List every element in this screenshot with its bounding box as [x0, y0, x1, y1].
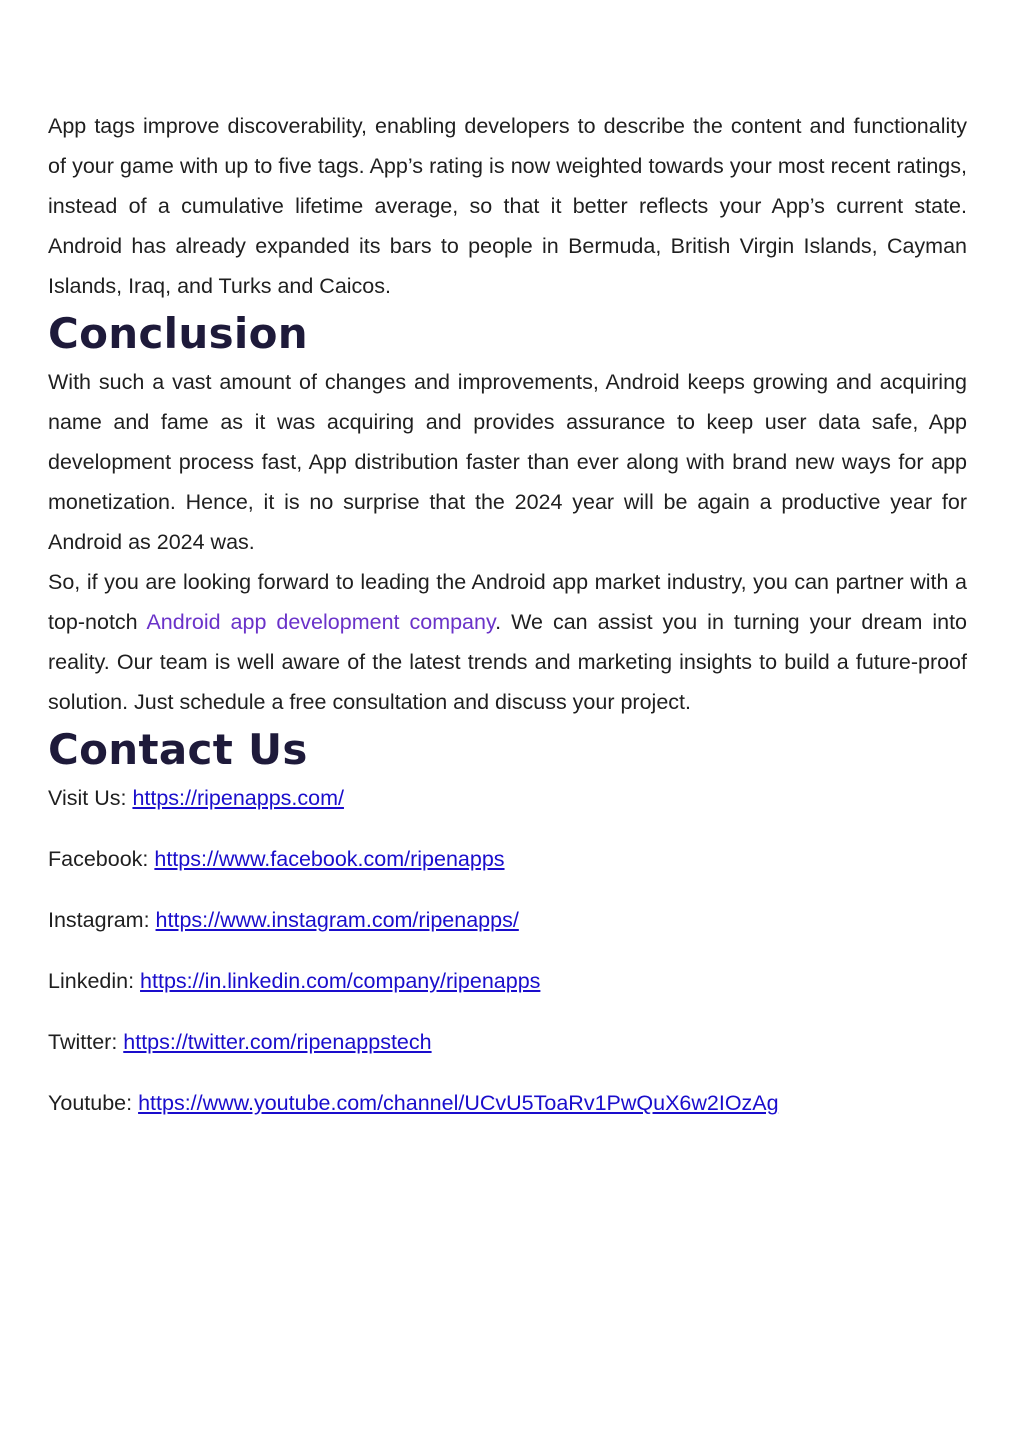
contact-linkedin — [48, 961, 967, 1001]
contact-label: Youtube: — [48, 1091, 139, 1115]
conclusion-paragraph-2-start: So, if you are looking forward to leading the Android app market industry, you can partner with a top-notch — [48, 570, 967, 634]
contact-label: Facebook: — [48, 847, 155, 871]
conclusion-heading: Conclusion — [48, 309, 308, 358]
youtube-link[interactable]: https://www.youtube.com/channel/UCvU5ToaRv1PwQuX6w2IOzAg — [138, 1091, 779, 1115]
document-page — [48, 106, 967, 1144]
linkedin-link[interactable]: https://in.linkedin.com/company/ripenapps — [140, 969, 541, 993]
contact-youtube — [48, 1083, 967, 1123]
contact-twitter — [48, 1022, 967, 1062]
website-link[interactable]: https://ripenapps.com/ — [132, 786, 344, 810]
conclusion-paragraph-2-end: . We can assist you in turning your dream into reality. Our team is well aware of the latest trends and marketing insights to build a future-proof solution. Just schedule a free consultation and discuss your project. — [48, 610, 968, 714]
contact-us-heading: Contact Us — [48, 725, 308, 774]
instagram-link[interactable]: https://www.instagram.com/ripenapps/ — [155, 908, 519, 932]
contact-visit-us — [48, 778, 967, 818]
contact-instagram — [48, 900, 967, 940]
contact-label: Twitter: — [48, 1030, 124, 1054]
contact-list — [48, 778, 967, 1123]
twitter-link[interactable]: https://twitter.com/ripenappstech — [123, 1030, 432, 1054]
facebook-link[interactable]: https://www.facebook.com/ripenapps — [154, 847, 505, 871]
contact-label: Linkedin: — [48, 969, 141, 993]
conclusion-paragraph-2 — [48, 562, 967, 722]
conclusion-paragraph-1: With such a vast amount of changes and improvements, Android keeps growing and acquiring name and fame as it was acquiring and provides assurance to keep user data safe, App development process fast, App distribution faster than ever along with brand new ways for app monetization. Hence, it is no surprise that the 2024 year will be again a productive year for Android as 2024 was. — [48, 370, 967, 554]
contact-label: Instagram: — [48, 908, 156, 932]
contact-facebook — [48, 839, 967, 879]
android-app-development-company-link[interactable]: Android app development company — [146, 610, 496, 634]
intro-paragraph: App tags improve discoverability, enabling developers to describe the content and functionality of your game with up to five tags. App’s rating is now weighted towards your most recent ratings, instead of a cumulative lifetime average, so that it better reflects your App’s current state. Android has already expanded its bars to people in Bermuda, British Virgin Islands, Cayman Islands, Iraq, and Turks and Caicos. — [48, 114, 967, 298]
contact-label: Visit Us: — [48, 786, 133, 810]
